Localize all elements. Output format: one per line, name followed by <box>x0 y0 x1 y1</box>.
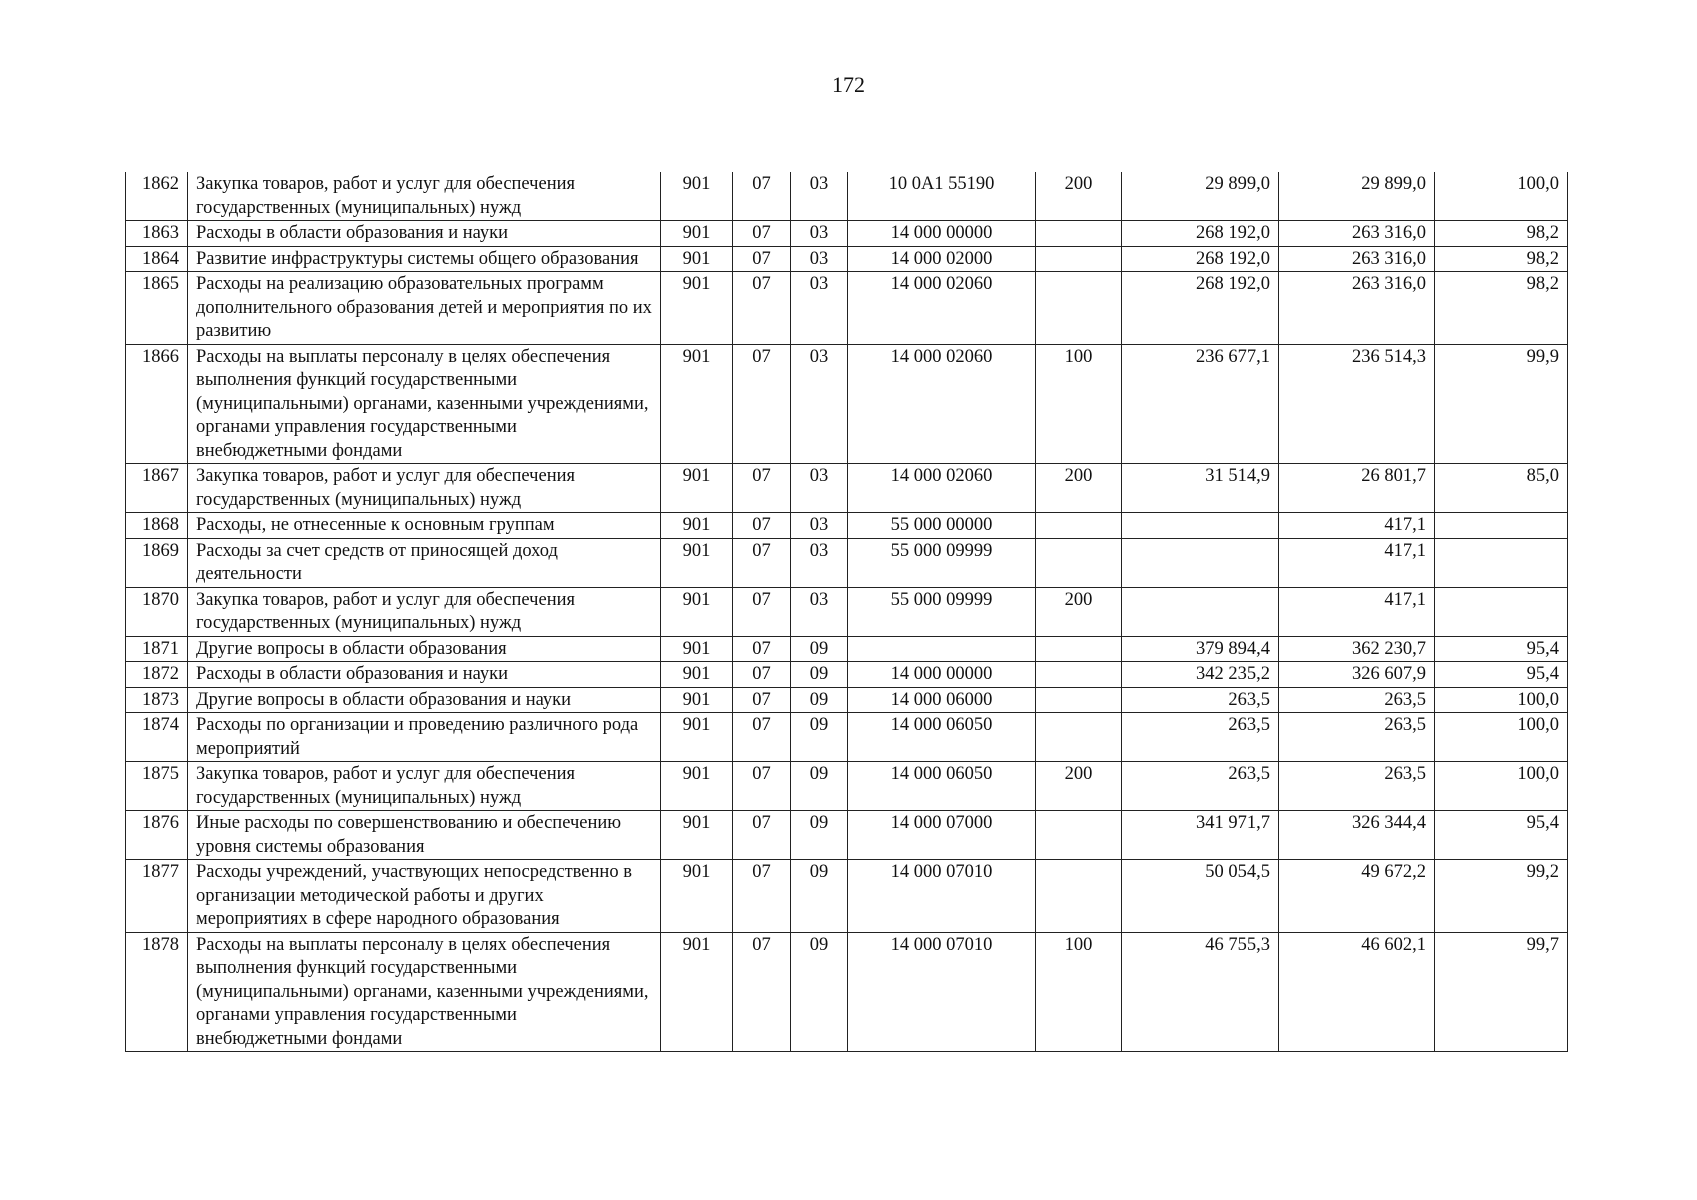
cell-expense-type-code: 100 <box>1036 932 1122 1052</box>
cell-section-code: 07 <box>733 513 791 539</box>
cell-subsection-code: 09 <box>791 687 848 713</box>
cell-expense-type-code: 200 <box>1036 172 1122 221</box>
cell-department-code: 901 <box>661 713 733 762</box>
cell-actual-amount: 263 316,0 <box>1279 221 1435 247</box>
page-number: 172 <box>832 72 865 97</box>
cell-expense-name: Закупка товаров, работ и услуг для обеспечения государственных (муниципальных) нужд <box>188 172 661 221</box>
cell-target-article-code: 55 000 00000 <box>848 513 1036 539</box>
cell-target-article-code: 14 000 00000 <box>848 662 1036 688</box>
cell-target-article-code: 55 000 09999 <box>848 538 1036 587</box>
cell-section-code: 07 <box>733 762 791 811</box>
cell-execution-percent: 95,4 <box>1435 811 1568 860</box>
cell-expense-type-code: 200 <box>1036 464 1122 513</box>
cell-row-number: 1863 <box>126 221 188 247</box>
cell-department-code: 901 <box>661 762 733 811</box>
cell-planned-amount: 31 514,9 <box>1122 464 1279 513</box>
table-row <box>126 636 1568 662</box>
cell-row-number: 1867 <box>126 464 188 513</box>
cell-actual-amount: 29 899,0 <box>1279 172 1435 221</box>
cell-expense-type-code <box>1036 687 1122 713</box>
cell-expense-name: Расходы по организации и проведению различного рода мероприятий <box>188 713 661 762</box>
table-row <box>126 172 1568 221</box>
cell-expense-name: Расходы за счет средств от приносящей доход деятельности <box>188 538 661 587</box>
cell-target-article-code: 14 000 06050 <box>848 762 1036 811</box>
cell-section-code: 07 <box>733 464 791 513</box>
cell-expense-name: Расходы в области образования и науки <box>188 221 661 247</box>
cell-execution-percent: 85,0 <box>1435 464 1568 513</box>
cell-actual-amount: 417,1 <box>1279 587 1435 636</box>
table-row <box>126 687 1568 713</box>
cell-execution-percent: 99,7 <box>1435 932 1568 1052</box>
cell-execution-percent: 98,2 <box>1435 246 1568 272</box>
cell-execution-percent: 95,4 <box>1435 662 1568 688</box>
cell-section-code: 07 <box>733 662 791 688</box>
cell-expense-type-code <box>1036 811 1122 860</box>
cell-expense-name: Другие вопросы в области образования и науки <box>188 687 661 713</box>
cell-actual-amount: 26 801,7 <box>1279 464 1435 513</box>
cell-expense-type-code <box>1036 636 1122 662</box>
cell-row-number: 1862 <box>126 172 188 221</box>
cell-row-number: 1874 <box>126 713 188 762</box>
table-row <box>126 713 1568 762</box>
cell-department-code: 901 <box>661 860 733 933</box>
cell-expense-name: Другие вопросы в области образования <box>188 636 661 662</box>
cell-execution-percent: 98,2 <box>1435 221 1568 247</box>
table-row <box>126 811 1568 860</box>
cell-department-code: 901 <box>661 687 733 713</box>
table-row <box>126 246 1568 272</box>
cell-execution-percent: 100,0 <box>1435 762 1568 811</box>
cell-planned-amount: 341 971,7 <box>1122 811 1279 860</box>
cell-department-code: 901 <box>661 587 733 636</box>
cell-row-number: 1866 <box>126 344 188 464</box>
cell-expense-name: Закупка товаров, работ и услуг для обеспечения государственных (муниципальных) нужд <box>188 464 661 513</box>
cell-planned-amount: 263,5 <box>1122 713 1279 762</box>
cell-actual-amount: 417,1 <box>1279 538 1435 587</box>
cell-department-code: 901 <box>661 272 733 345</box>
cell-planned-amount: 268 192,0 <box>1122 246 1279 272</box>
cell-expense-name: Расходы, не отнесенные к основным группам <box>188 513 661 539</box>
cell-actual-amount: 46 602,1 <box>1279 932 1435 1052</box>
cell-planned-amount: 236 677,1 <box>1122 344 1279 464</box>
cell-section-code: 07 <box>733 713 791 762</box>
cell-section-code: 07 <box>733 811 791 860</box>
cell-expense-type-code <box>1036 860 1122 933</box>
cell-row-number: 1873 <box>126 687 188 713</box>
cell-row-number: 1872 <box>126 662 188 688</box>
table-row <box>126 464 1568 513</box>
cell-row-number: 1869 <box>126 538 188 587</box>
cell-planned-amount: 263,5 <box>1122 762 1279 811</box>
cell-expense-type-code <box>1036 221 1122 247</box>
table-row <box>126 513 1568 539</box>
cell-actual-amount: 362 230,7 <box>1279 636 1435 662</box>
cell-department-code: 901 <box>661 811 733 860</box>
cell-target-article-code: 14 000 07000 <box>848 811 1036 860</box>
cell-subsection-code: 09 <box>791 762 848 811</box>
cell-row-number: 1875 <box>126 762 188 811</box>
cell-planned-amount: 46 755,3 <box>1122 932 1279 1052</box>
cell-planned-amount <box>1122 513 1279 539</box>
cell-subsection-code: 09 <box>791 662 848 688</box>
cell-actual-amount: 49 672,2 <box>1279 860 1435 933</box>
cell-planned-amount: 263,5 <box>1122 687 1279 713</box>
cell-planned-amount: 29 899,0 <box>1122 172 1279 221</box>
cell-execution-percent: 99,9 <box>1435 344 1568 464</box>
cell-target-article-code: 14 000 02060 <box>848 344 1036 464</box>
cell-target-article-code: 14 000 02000 <box>848 246 1036 272</box>
table-row <box>126 762 1568 811</box>
table-body <box>126 172 1568 1052</box>
cell-subsection-code: 09 <box>791 636 848 662</box>
cell-planned-amount: 268 192,0 <box>1122 221 1279 247</box>
cell-planned-amount: 342 235,2 <box>1122 662 1279 688</box>
cell-department-code: 901 <box>661 246 733 272</box>
cell-expense-type-code <box>1036 272 1122 345</box>
cell-subsection-code: 03 <box>791 172 848 221</box>
table-row <box>126 272 1568 345</box>
cell-subsection-code: 03 <box>791 538 848 587</box>
table-row <box>126 662 1568 688</box>
cell-planned-amount: 268 192,0 <box>1122 272 1279 345</box>
cell-target-article-code: 14 000 07010 <box>848 860 1036 933</box>
cell-expense-name: Закупка товаров, работ и услуг для обеспечения государственных (муниципальных) нужд <box>188 762 661 811</box>
cell-planned-amount <box>1122 587 1279 636</box>
cell-subsection-code: 03 <box>791 344 848 464</box>
cell-subsection-code: 03 <box>791 221 848 247</box>
cell-subsection-code: 03 <box>791 272 848 345</box>
cell-section-code: 07 <box>733 687 791 713</box>
table-row <box>126 932 1568 1052</box>
cell-section-code: 07 <box>733 538 791 587</box>
cell-actual-amount: 263 316,0 <box>1279 272 1435 345</box>
cell-section-code: 07 <box>733 636 791 662</box>
cell-department-code: 901 <box>661 662 733 688</box>
cell-execution-percent: 99,2 <box>1435 860 1568 933</box>
cell-row-number: 1878 <box>126 932 188 1052</box>
table-row <box>126 587 1568 636</box>
cell-section-code: 07 <box>733 932 791 1052</box>
cell-department-code: 901 <box>661 932 733 1052</box>
cell-expense-type-code <box>1036 538 1122 587</box>
cell-section-code: 07 <box>733 246 791 272</box>
cell-execution-percent <box>1435 513 1568 539</box>
cell-subsection-code: 09 <box>791 860 848 933</box>
cell-execution-percent: 95,4 <box>1435 636 1568 662</box>
cell-target-article-code: 14 000 02060 <box>848 464 1036 513</box>
cell-row-number: 1870 <box>126 587 188 636</box>
cell-expense-type-code: 100 <box>1036 344 1122 464</box>
cell-target-article-code: 14 000 06050 <box>848 713 1036 762</box>
cell-expense-type-code <box>1036 246 1122 272</box>
cell-actual-amount: 263,5 <box>1279 713 1435 762</box>
cell-target-article-code: 55 000 09999 <box>848 587 1036 636</box>
cell-expense-name: Расходы учреждений, участвующих непосредственно в организации методической работы и других мероприятиях в сфере народного образования <box>188 860 661 933</box>
cell-actual-amount: 263,5 <box>1279 762 1435 811</box>
cell-expense-type-code <box>1036 662 1122 688</box>
cell-department-code: 901 <box>661 513 733 539</box>
cell-row-number: 1871 <box>126 636 188 662</box>
table-row <box>126 344 1568 464</box>
cell-target-article-code <box>848 636 1036 662</box>
cell-row-number: 1864 <box>126 246 188 272</box>
budget-table <box>125 172 1568 1052</box>
cell-department-code: 901 <box>661 344 733 464</box>
cell-execution-percent: 100,0 <box>1435 713 1568 762</box>
cell-execution-percent <box>1435 587 1568 636</box>
cell-expense-name: Расходы на реализацию образовательных программ дополнительного образования детей и мероприятия по их развитию <box>188 272 661 345</box>
cell-subsection-code: 03 <box>791 513 848 539</box>
cell-department-code: 901 <box>661 172 733 221</box>
cell-actual-amount: 326 344,4 <box>1279 811 1435 860</box>
cell-department-code: 901 <box>661 464 733 513</box>
cell-row-number: 1877 <box>126 860 188 933</box>
cell-section-code: 07 <box>733 172 791 221</box>
cell-planned-amount: 50 054,5 <box>1122 860 1279 933</box>
cell-subsection-code: 03 <box>791 246 848 272</box>
cell-expense-name: Расходы в области образования и науки <box>188 662 661 688</box>
cell-target-article-code: 14 000 02060 <box>848 272 1036 345</box>
cell-execution-percent: 98,2 <box>1435 272 1568 345</box>
cell-row-number: 1865 <box>126 272 188 345</box>
cell-expense-name: Иные расходы по совершенствованию и обеспечению уровня системы образования <box>188 811 661 860</box>
cell-expense-name: Расходы на выплаты персоналу в целях обеспечения выполнения функций государственными (муниципальными) органами, казенными учреждениями, органами управления государственными внебюджетными фондами <box>188 344 661 464</box>
cell-target-article-code: 14 000 07010 <box>848 932 1036 1052</box>
cell-row-number: 1876 <box>126 811 188 860</box>
cell-row-number: 1868 <box>126 513 188 539</box>
cell-department-code: 901 <box>661 221 733 247</box>
cell-subsection-code: 09 <box>791 932 848 1052</box>
cell-subsection-code: 03 <box>791 587 848 636</box>
cell-expense-type-code <box>1036 513 1122 539</box>
cell-planned-amount <box>1122 538 1279 587</box>
cell-expense-name: Закупка товаров, работ и услуг для обеспечения государственных (муниципальных) нужд <box>188 587 661 636</box>
cell-actual-amount: 417,1 <box>1279 513 1435 539</box>
cell-expense-type-code: 200 <box>1036 762 1122 811</box>
cell-expense-type-code <box>1036 713 1122 762</box>
cell-section-code: 07 <box>733 587 791 636</box>
cell-target-article-code: 14 000 06000 <box>848 687 1036 713</box>
cell-actual-amount: 263,5 <box>1279 687 1435 713</box>
cell-actual-amount: 263 316,0 <box>1279 246 1435 272</box>
cell-section-code: 07 <box>733 860 791 933</box>
cell-expense-name: Развитие инфраструктуры системы общего образования <box>188 246 661 272</box>
cell-execution-percent <box>1435 538 1568 587</box>
cell-subsection-code: 09 <box>791 713 848 762</box>
cell-execution-percent: 100,0 <box>1435 687 1568 713</box>
cell-section-code: 07 <box>733 221 791 247</box>
cell-expense-name: Расходы на выплаты персоналу в целях обеспечения выполнения функций государственными (муниципальными) органами, казенными учреждениями, органами управления государственными внебюджетными фондами <box>188 932 661 1052</box>
cell-department-code: 901 <box>661 636 733 662</box>
cell-subsection-code: 03 <box>791 464 848 513</box>
table-row <box>126 221 1568 247</box>
cell-execution-percent: 100,0 <box>1435 172 1568 221</box>
cell-section-code: 07 <box>733 344 791 464</box>
table-row <box>126 860 1568 933</box>
cell-department-code: 901 <box>661 538 733 587</box>
cell-subsection-code: 09 <box>791 811 848 860</box>
cell-actual-amount: 326 607,9 <box>1279 662 1435 688</box>
table-row <box>126 538 1568 587</box>
cell-planned-amount: 379 894,4 <box>1122 636 1279 662</box>
cell-target-article-code: 14 000 00000 <box>848 221 1036 247</box>
cell-expense-type-code: 200 <box>1036 587 1122 636</box>
cell-target-article-code: 10 0A1 55190 <box>848 172 1036 221</box>
cell-section-code: 07 <box>733 272 791 345</box>
cell-actual-amount: 236 514,3 <box>1279 344 1435 464</box>
